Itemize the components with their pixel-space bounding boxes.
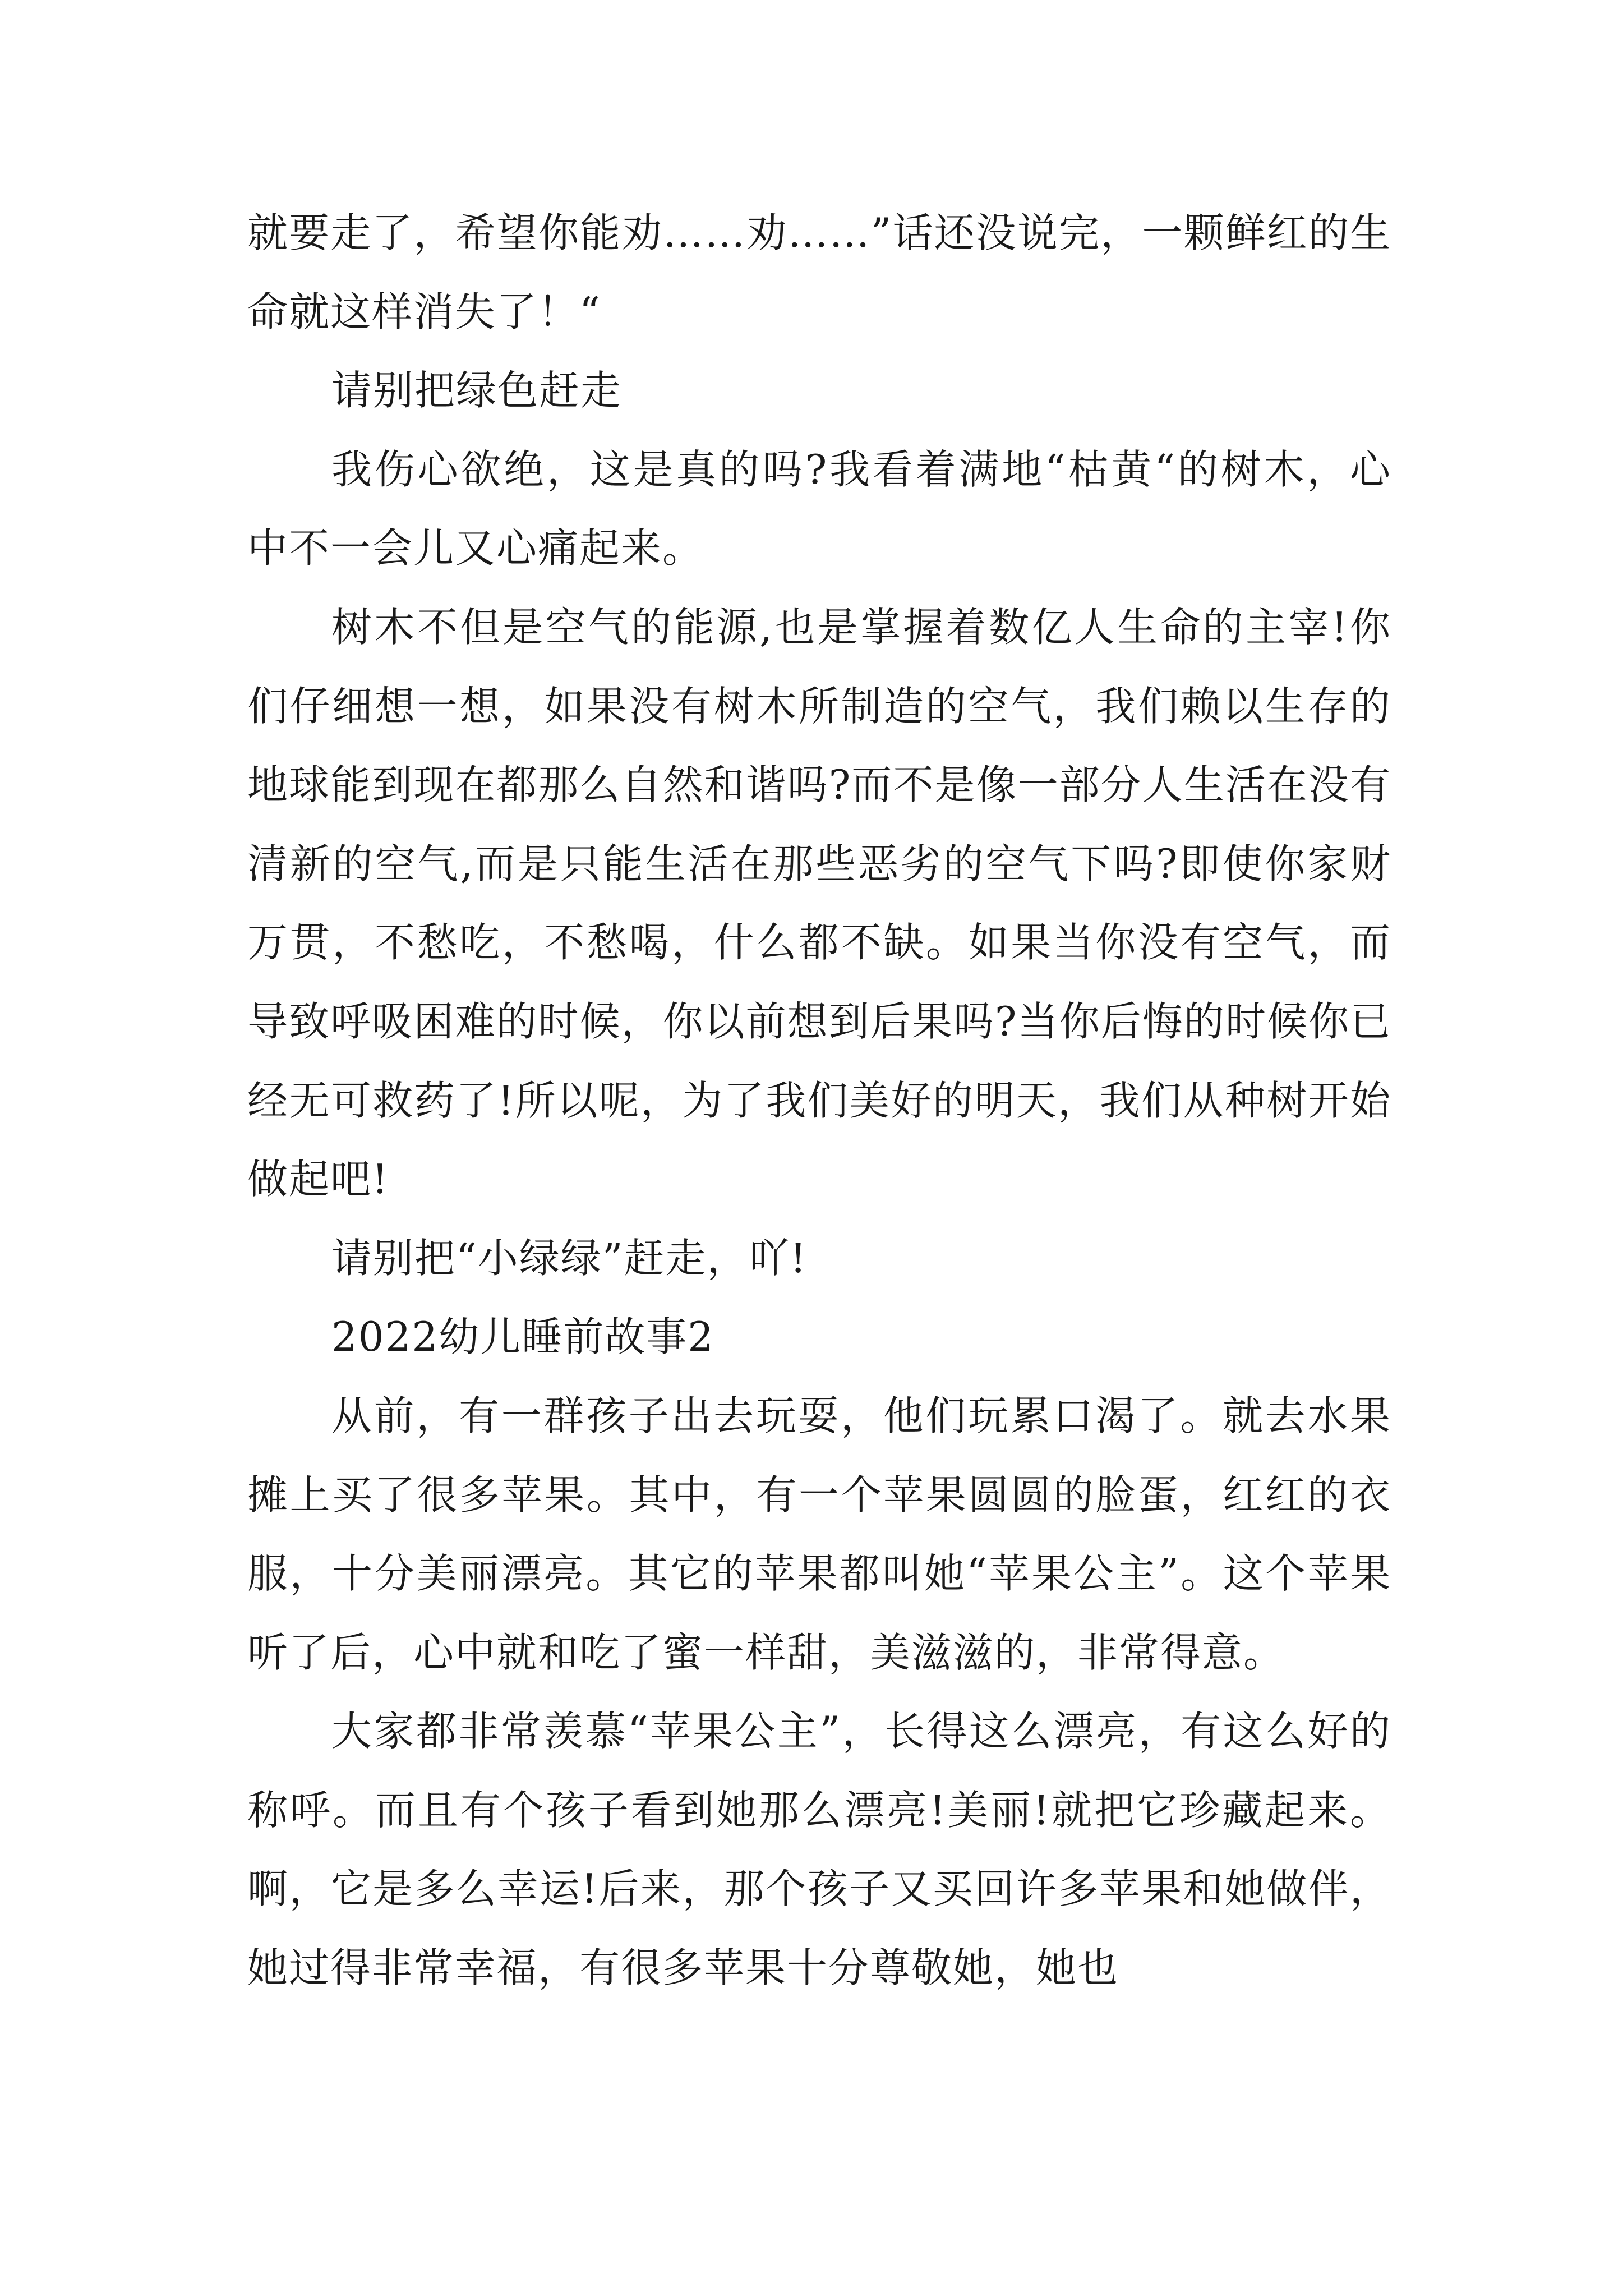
section-heading-green: 请别把绿色赶走	[331, 367, 623, 415]
paragraph: 我伤心欲绝，这是真的吗?我看着满地“枯黄“的树木，心中不一会儿又心痛起来。	[247, 445, 1391, 572]
section-heading-story-2: 2022幼儿睡前故事2	[331, 1313, 715, 1361]
paragraph-continued: 就要走了，希望你能劝……劝……”话还没说完，一颗鲜红的生命就这样消失了！“	[247, 209, 1391, 335]
paragraph: 大家都非常羡慕“苹果公主”，长得这么漂亮，有这么好的称呼。而且有个孩子看到她那么漂亮!美丽!就把它珍藏起来。啊，它是多么幸运!后来，那个孩子又买回许多苹果和她做伴，她过得非常幸福，有很多苹果十分尊敬她，她也	[247, 1708, 1391, 1992]
paragraph: 请别把“小绿绿”赶走，吖!	[331, 1234, 808, 1282]
paragraph: 从前，有一群孩子出去玩耍，他们玩累口渴了。就去水果摊上买了很多苹果。其中，有一个苹果圆圆的脸蛋，红红的衣服，十分美丽漂亮。其它的苹果都叫她“苹果公主”。这个苹果听了后，心中就和吃了蜜一样甜，美滋滋的，非常得意。	[247, 1392, 1391, 1676]
paragraph: 树木不但是空气的能源,也是掌握着数亿人生命的主宰!你们仔细想一想，如果没有树木所制造的空气，我们赖以生存的地球能到现在都那么自然和谐吗?而不是像一部分人生活在没有清新的空气,而是只能生活在那些恶劣的空气下吗?即使你家财万贯，不愁吃，不愁喝，什么都不缺。如果当你没有空气，而导致呼吸困难的时候，你以前想到后果吗?当你后悔的时候你已经无可救药了!所以呢，为了我们美好的明天，我们从种树开始做起吧!	[247, 603, 1391, 1203]
document-body	[247, 194, 1391, 2008]
